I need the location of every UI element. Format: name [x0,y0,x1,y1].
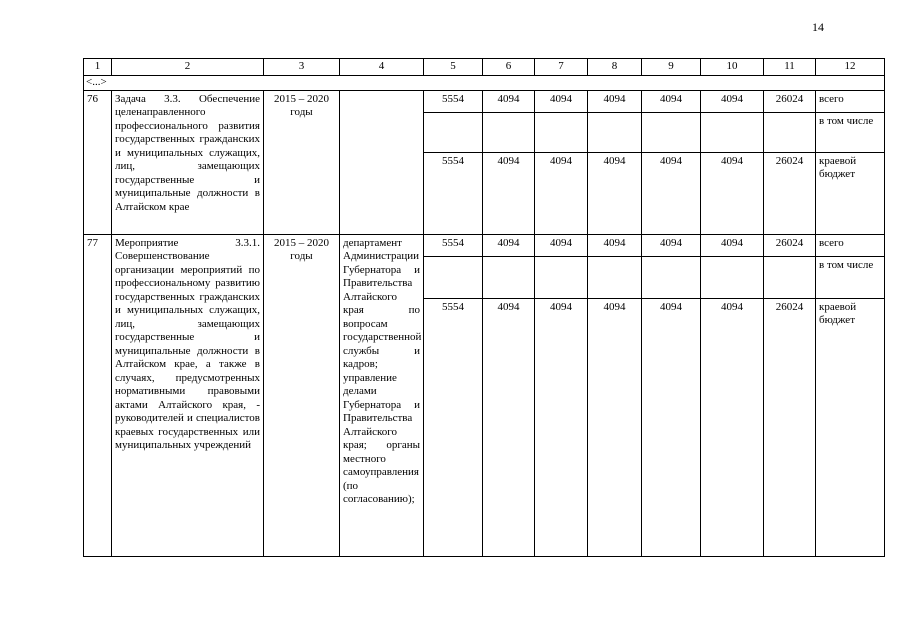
value-cell [764,112,816,152]
header-row [84,59,885,76]
header-cell: 7 [535,59,588,76]
source-label: всего [816,234,885,256]
value-cell: 4094 [642,152,701,234]
header-cell: 8 [588,59,642,76]
value-cell: 4094 [642,234,701,256]
header-cell: 10 [701,59,764,76]
value-cell [764,256,816,298]
row-executor: департамент Администрации Губернатора и Правительства Алтайского края по вопросам государственной службы и кадров; управление делами Губернатора и Правительства Алтайского края; органы местного самоуправления (по согласованию); [340,234,424,556]
source-label: всего [816,90,885,112]
header-cell: 5 [424,59,483,76]
value-cell: 4094 [588,152,642,234]
source-label: краевой бюджет [816,152,885,234]
header-cell: 6 [483,59,535,76]
value-cell [424,256,483,298]
value-cell: 4094 [535,152,588,234]
header-cell: 9 [642,59,701,76]
value-cell: 4094 [588,298,642,556]
value-cell: 5554 [424,152,483,234]
row-executor [340,90,424,234]
header-cell: 12 [816,59,885,76]
value-cell: 4094 [701,298,764,556]
value-cell: 4094 [535,234,588,256]
row-name: Задача 3.3. Обеспечение целенаправленного профессионального развития государственных гражданских и муниципальных служащих, лиц, замещающих государственные и муниципальные должности в Алтайском крае [112,90,264,234]
row-number: 76 [84,90,112,234]
table-row [84,90,885,112]
value-cell: 26024 [764,152,816,234]
value-cell [535,112,588,152]
value-cell: 5554 [424,234,483,256]
source-label: краевой бюджет [816,298,885,556]
value-cell [701,256,764,298]
value-cell: 4094 [588,234,642,256]
value-cell [642,112,701,152]
value-cell: 4094 [701,152,764,234]
header-cell: 2 [112,59,264,76]
value-cell: 4094 [642,90,701,112]
header-cell: 1 [84,59,112,76]
row-name: Мероприятие 3.3.1. Совершенствование организации мероприятий по профессиональному развитию государственных гражданских и муниципальных служащих, лиц, замещающих государственные и муниципальные должности в Алтайском крае, а также в случаях, предусмотренных нормативными правовыми актами Алтайского края, - руководителей и специалистов краевых государственных или муниципальных учреждений [112,234,264,556]
value-cell: 4094 [535,90,588,112]
value-cell: 4094 [483,90,535,112]
value-cell: 26024 [764,234,816,256]
table-row [84,234,885,256]
program-table [83,58,885,557]
ellipsis-cell: <...> [84,76,885,91]
value-cell: 4094 [483,152,535,234]
value-cell: 5554 [424,90,483,112]
value-cell [535,256,588,298]
ellipsis-row [84,76,885,91]
value-cell [701,112,764,152]
value-cell: 4094 [642,298,701,556]
value-cell: 4094 [701,234,764,256]
header-cell: 11 [764,59,816,76]
page-number: 14 [812,20,824,34]
value-cell: 26024 [764,90,816,112]
value-cell: 4094 [701,90,764,112]
value-cell [588,112,642,152]
value-cell: 4094 [588,90,642,112]
value-cell [424,112,483,152]
value-cell [483,256,535,298]
value-cell: 26024 [764,298,816,556]
value-cell: 4094 [483,234,535,256]
row-period: 2015 – 2020 годы [264,90,340,234]
source-label: в том числе [816,112,885,152]
value-cell [642,256,701,298]
value-cell [588,256,642,298]
header-cell: 3 [264,59,340,76]
row-number: 77 [84,234,112,556]
value-cell [483,112,535,152]
value-cell: 4094 [535,298,588,556]
row-period: 2015 – 2020 годы [264,234,340,556]
source-label: в том числе [816,256,885,298]
value-cell: 5554 [424,298,483,556]
header-cell: 4 [340,59,424,76]
value-cell: 4094 [483,298,535,556]
